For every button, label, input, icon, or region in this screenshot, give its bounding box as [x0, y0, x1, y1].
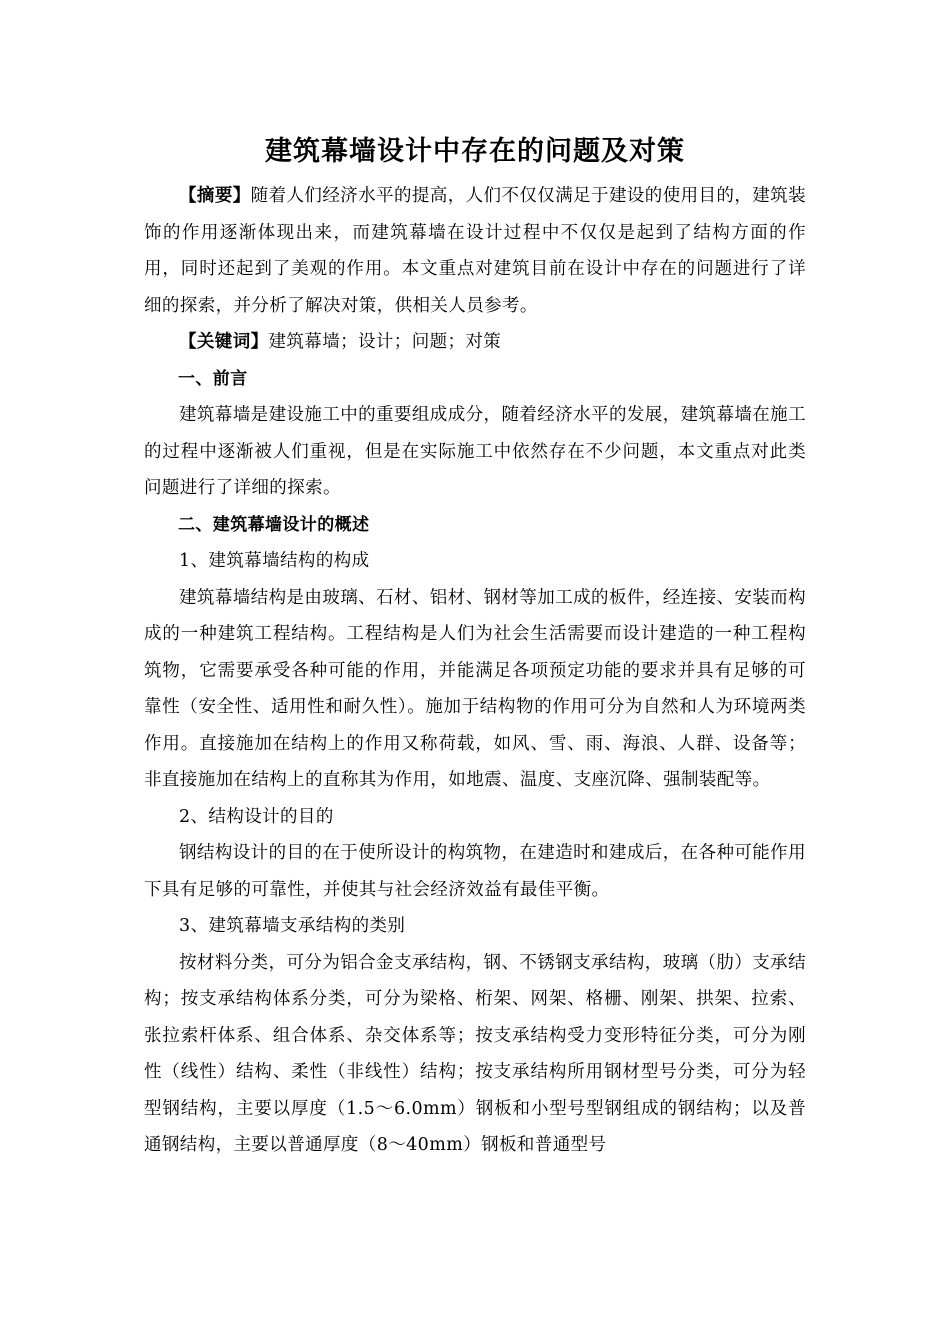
subheading-support-types: 3、建筑幕墙支承结构的类别	[179, 916, 406, 936]
document-page	[144, 128, 806, 1164]
keywords-paragraph	[144, 324, 806, 361]
subheading-design-purpose: 2、结构设计的目的	[179, 806, 334, 827]
section-heading-overview: 二、建筑幕墙设计的概述	[178, 514, 370, 535]
design-purpose-paragraph: 钢结构设计的目的在于使所设计的构筑物，在建造时和建成后，在各种可能作用下具有足够的可靠性，并使其与社会经济效益有最佳平衡。	[144, 843, 806, 900]
intro-paragraph: 建筑幕墙是建设施工中的重要组成成分，随着经济水平的发展，建筑幕墙在施工的过程中逐渐被人们重视，但是在实际施工中依然存在不少问题，本文重点对此类问题进行了详细的探索。	[144, 405, 806, 498]
keywords-text: 建筑幕墙；设计；问题；对策	[268, 332, 502, 352]
section-heading-intro: 一、前言	[178, 368, 248, 389]
structure-composition-paragraph: 建筑幕墙结构是由玻璃、石材、铝材、钢材等加工成的板件，经连接、安装而构成的一种建筑工程结构。工程结构是人们为社会生活需要而设计建造的一种工程构筑物，它需要承受各种可能的作用，并能满足各项预定功能的要求并具有足够的可靠性（安全性、适用性和耐久性）。施加于结构物的作用可分为自然和人为环境两类作用。直接施加在结构上的作用又称荷载，如风、雪、雨、海浪、人群、设备等；非直接施加在结构上的直称其为作用，如地震、温度、支座沉降、强制装配等。	[144, 587, 806, 790]
keywords-tag: 【关键词】	[179, 332, 269, 352]
support-types-paragraph: 按材料分类，可分为铝合金支承结构，钢、不锈钢支承结构，玻璃（肋）支承结构；按支承结构体系分类，可分为梁格、桁架、网架、格栅、刚架、拱架、拉索、张拉索杆体系、组合体系、杂交体系等；按支承结构受力变形特征分类，可分为刚性（线性）结构、柔性（非线性）结构；按支承结构所用钢材型号分类，可分为轻型钢结构，主要以厚度（1.5～6.0mm）钢板和小型号型钢组成的钢结构；以及普通钢结构，主要以普通厚度（8～40mm）钢板和普通型号	[144, 952, 806, 1155]
abstract-paragraph	[144, 178, 806, 324]
subheading-structure-composition: 1、建筑幕墙结构的构成	[179, 551, 370, 571]
abstract-text: 随着人们经济水平的提高，人们不仅仅满足于建设的使用目的，建筑装饰的作用逐渐体现出来，而建筑幕墙在设计过程中不仅仅是起到了结构方面的作用，同时还起到了美观的作用。本文重点对建筑目前在设计中存在的问题进行了详细的探索，并分析了解决对策，供相关人员参考。	[144, 186, 806, 316]
document-title: 建筑幕墙设计中存在的问题及对策	[265, 136, 685, 167]
abstract-tag: 【摘要】	[179, 186, 251, 206]
